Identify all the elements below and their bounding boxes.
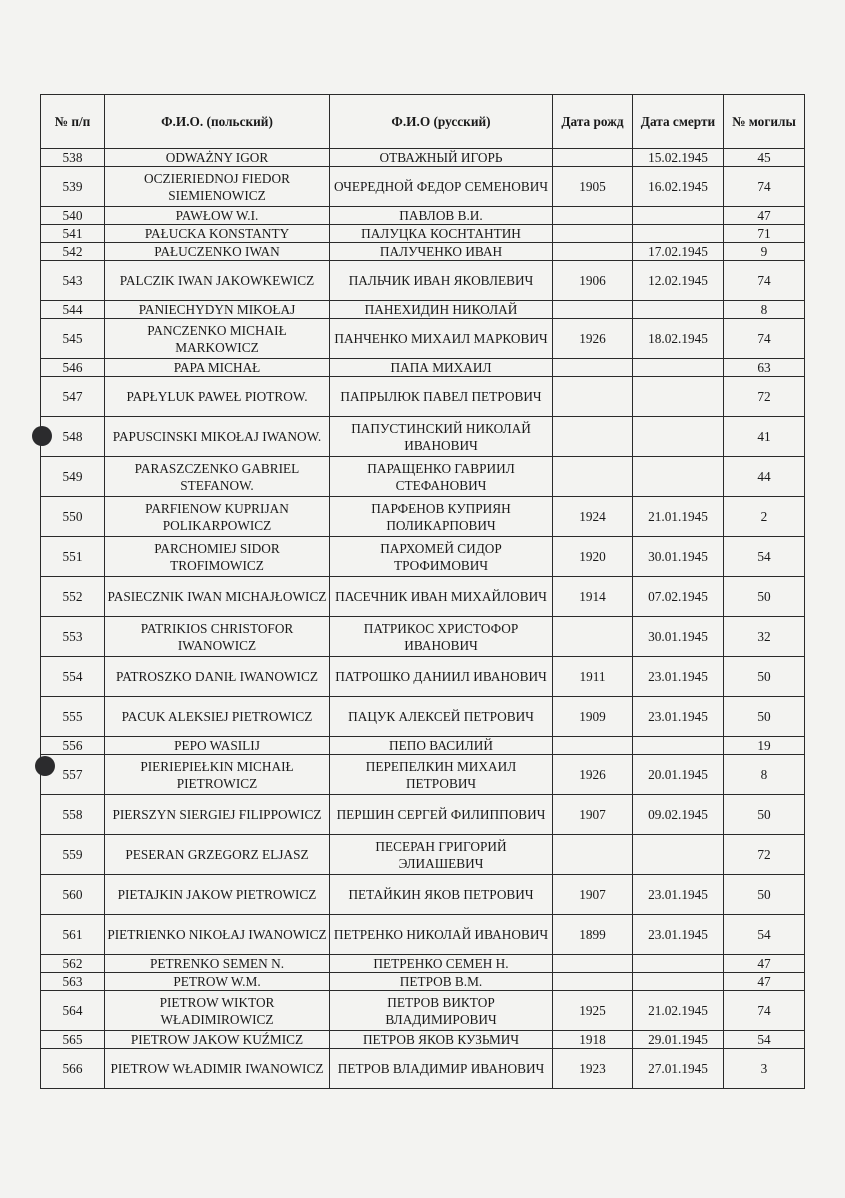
cell-grave-number: 74 bbox=[724, 261, 805, 301]
cell-grave-number: 50 bbox=[724, 657, 805, 697]
cell-grave-number: 74 bbox=[724, 167, 805, 207]
cell-row-number: 562 bbox=[41, 955, 105, 973]
table-row bbox=[41, 149, 805, 167]
cell-death-date bbox=[633, 457, 724, 497]
table-row bbox=[41, 697, 805, 737]
header-grave-number: № могилы bbox=[724, 95, 805, 149]
cell-name-polish: PATROSZKO DANIŁ IWANOWICZ bbox=[105, 657, 330, 697]
cell-death-date: 30.01.1945 bbox=[633, 537, 724, 577]
cell-row-number: 548 bbox=[41, 417, 105, 457]
cell-row-number: 564 bbox=[41, 991, 105, 1031]
cell-grave-number: 32 bbox=[724, 617, 805, 657]
cell-name-polish: PAPA MICHAŁ bbox=[105, 359, 330, 377]
cell-death-date: 17.02.1945 bbox=[633, 243, 724, 261]
cell-death-date: 23.01.1945 bbox=[633, 657, 724, 697]
cell-name-russian: ОЧЕРЕДНОЙ ФЕДОР СЕМЕНОВИЧ bbox=[330, 167, 553, 207]
cell-birth-date: 1906 bbox=[553, 261, 633, 301]
cell-grave-number: 41 bbox=[724, 417, 805, 457]
cell-birth-date bbox=[553, 417, 633, 457]
table-row bbox=[41, 755, 805, 795]
table-row bbox=[41, 359, 805, 377]
cell-row-number: 539 bbox=[41, 167, 105, 207]
cell-grave-number: 50 bbox=[724, 697, 805, 737]
cell-name-russian: ПЕТРОВ В.М. bbox=[330, 973, 553, 991]
table-row bbox=[41, 955, 805, 973]
cell-name-russian: ПАПУСТИНСКИЙ НИКОЛАЙ ИВАНОВИЧ bbox=[330, 417, 553, 457]
cell-row-number: 554 bbox=[41, 657, 105, 697]
header-birth-date: Дата рожд bbox=[553, 95, 633, 149]
cell-birth-date: 1926 bbox=[553, 319, 633, 359]
cell-name-russian: ПАСЕЧНИК ИВАН МИХАЙЛОВИЧ bbox=[330, 577, 553, 617]
cell-death-date: 27.01.1945 bbox=[633, 1049, 724, 1089]
cell-birth-date bbox=[553, 243, 633, 261]
cell-name-polish: PIERIEPIEŁKIN MICHAIŁ PIETROWICZ bbox=[105, 755, 330, 795]
cell-row-number: 552 bbox=[41, 577, 105, 617]
cell-row-number: 563 bbox=[41, 973, 105, 991]
burial-records-table bbox=[40, 94, 805, 1089]
cell-name-russian: ПАВЛОВ В.И. bbox=[330, 207, 553, 225]
cell-name-russian: ПАЛУЧЕНКО ИВАН bbox=[330, 243, 553, 261]
cell-name-russian: ПАНЧЕНКО МИХАИЛ МАРКОВИЧ bbox=[330, 319, 553, 359]
cell-name-polish: PALCZIK IWAN JAKOWKEWICZ bbox=[105, 261, 330, 301]
cell-death-date: 12.02.1945 bbox=[633, 261, 724, 301]
table-row bbox=[41, 243, 805, 261]
cell-name-russian: ПАЛЬЧИК ИВАН ЯКОВЛЕВИЧ bbox=[330, 261, 553, 301]
cell-birth-date: 1920 bbox=[553, 537, 633, 577]
cell-grave-number: 9 bbox=[724, 243, 805, 261]
cell-grave-number: 8 bbox=[724, 301, 805, 319]
cell-death-date: 09.02.1945 bbox=[633, 795, 724, 835]
table-row bbox=[41, 319, 805, 359]
cell-row-number: 557 bbox=[41, 755, 105, 795]
cell-name-russian: ПЕРШИН СЕРГЕЙ ФИЛИППОВИЧ bbox=[330, 795, 553, 835]
cell-birth-date: 1905 bbox=[553, 167, 633, 207]
punch-hole bbox=[35, 756, 55, 776]
cell-death-date bbox=[633, 955, 724, 973]
cell-name-polish: PAŁUCKA KONSTANTY bbox=[105, 225, 330, 243]
cell-death-date: 23.01.1945 bbox=[633, 915, 724, 955]
cell-birth-date: 1923 bbox=[553, 1049, 633, 1089]
table-row bbox=[41, 261, 805, 301]
cell-row-number: 545 bbox=[41, 319, 105, 359]
cell-birth-date bbox=[553, 377, 633, 417]
cell-birth-date: 1918 bbox=[553, 1031, 633, 1049]
table-row bbox=[41, 1031, 805, 1049]
table-row bbox=[41, 225, 805, 243]
cell-name-polish: PIERSZYN SIERGIEJ FILIPPOWICZ bbox=[105, 795, 330, 835]
cell-name-russian: ПЕПО ВАСИЛИЙ bbox=[330, 737, 553, 755]
cell-row-number: 565 bbox=[41, 1031, 105, 1049]
cell-grave-number: 2 bbox=[724, 497, 805, 537]
header-name-polish: Ф.И.О. (польский) bbox=[105, 95, 330, 149]
table-header-row bbox=[41, 95, 805, 149]
cell-death-date: 15.02.1945 bbox=[633, 149, 724, 167]
cell-name-polish: PIETROW WIKTOR WŁADIMIROWICZ bbox=[105, 991, 330, 1031]
cell-name-russian: ПЕТРОВ ВИКТОР ВЛАДИМИРОВИЧ bbox=[330, 991, 553, 1031]
cell-row-number: 550 bbox=[41, 497, 105, 537]
cell-name-polish: PASIECZNIK IWAN MICHAJŁOWICZ bbox=[105, 577, 330, 617]
cell-name-polish: PARFIENOW KUPRIJAN POLIKARPOWICZ bbox=[105, 497, 330, 537]
table-row bbox=[41, 497, 805, 537]
table-row bbox=[41, 991, 805, 1031]
cell-grave-number: 44 bbox=[724, 457, 805, 497]
cell-birth-date bbox=[553, 225, 633, 243]
table-row bbox=[41, 207, 805, 225]
cell-name-russian: ПЕТАЙКИН ЯКОВ ПЕТРОВИЧ bbox=[330, 875, 553, 915]
cell-death-date bbox=[633, 835, 724, 875]
cell-row-number: 544 bbox=[41, 301, 105, 319]
cell-grave-number: 54 bbox=[724, 537, 805, 577]
cell-name-russian: ПАРФЕНОВ КУПРИЯН ПОЛИКАРПОВИЧ bbox=[330, 497, 553, 537]
cell-name-polish: PIETROW WŁADIMIR IWANOWICZ bbox=[105, 1049, 330, 1089]
cell-row-number: 551 bbox=[41, 537, 105, 577]
table-row bbox=[41, 1049, 805, 1089]
cell-birth-date: 1914 bbox=[553, 577, 633, 617]
table-row bbox=[41, 915, 805, 955]
cell-death-date: 23.01.1945 bbox=[633, 697, 724, 737]
cell-death-date bbox=[633, 301, 724, 319]
cell-name-polish: PIETROW JAKOW KUŹMICZ bbox=[105, 1031, 330, 1049]
cell-row-number: 549 bbox=[41, 457, 105, 497]
cell-grave-number: 54 bbox=[724, 915, 805, 955]
table-row bbox=[41, 973, 805, 991]
cell-name-russian: ПАНЕХИДИН НИКОЛАЙ bbox=[330, 301, 553, 319]
cell-birth-date bbox=[553, 359, 633, 377]
table-row bbox=[41, 457, 805, 497]
cell-row-number: 541 bbox=[41, 225, 105, 243]
cell-name-russian: ПАПА МИХАИЛ bbox=[330, 359, 553, 377]
cell-grave-number: 54 bbox=[724, 1031, 805, 1049]
cell-death-date: 21.02.1945 bbox=[633, 991, 724, 1031]
cell-grave-number: 71 bbox=[724, 225, 805, 243]
table-row bbox=[41, 617, 805, 657]
punch-hole bbox=[32, 426, 52, 446]
cell-birth-date: 1907 bbox=[553, 875, 633, 915]
cell-row-number: 538 bbox=[41, 149, 105, 167]
table-row bbox=[41, 377, 805, 417]
table-row bbox=[41, 795, 805, 835]
cell-name-polish: OCZIERIEDNOJ FIEDOR SIEMIENOWICZ bbox=[105, 167, 330, 207]
cell-birth-date bbox=[553, 207, 633, 225]
cell-grave-number: 74 bbox=[724, 991, 805, 1031]
cell-death-date: 23.01.1945 bbox=[633, 875, 724, 915]
cell-death-date: 07.02.1945 bbox=[633, 577, 724, 617]
cell-row-number: 559 bbox=[41, 835, 105, 875]
table-row bbox=[41, 835, 805, 875]
cell-name-polish: PETROW W.M. bbox=[105, 973, 330, 991]
cell-grave-number: 47 bbox=[724, 207, 805, 225]
cell-birth-date: 1899 bbox=[553, 915, 633, 955]
cell-birth-date bbox=[553, 617, 633, 657]
cell-birth-date: 1926 bbox=[553, 755, 633, 795]
cell-grave-number: 74 bbox=[724, 319, 805, 359]
cell-row-number: 553 bbox=[41, 617, 105, 657]
cell-name-russian: ПАРХОМЕЙ СИДОР ТРОФИМОВИЧ bbox=[330, 537, 553, 577]
cell-name-russian: ПАЦУК АЛЕКСЕЙ ПЕТРОВИЧ bbox=[330, 697, 553, 737]
cell-name-polish: PARCHOMIEJ SIDOR TROFIMOWICZ bbox=[105, 537, 330, 577]
table-row bbox=[41, 875, 805, 915]
table-row bbox=[41, 167, 805, 207]
cell-grave-number: 47 bbox=[724, 955, 805, 973]
cell-grave-number: 72 bbox=[724, 377, 805, 417]
cell-birth-date bbox=[553, 835, 633, 875]
cell-grave-number: 72 bbox=[724, 835, 805, 875]
cell-death-date: 18.02.1945 bbox=[633, 319, 724, 359]
table-row bbox=[41, 417, 805, 457]
cell-grave-number: 63 bbox=[724, 359, 805, 377]
table-row bbox=[41, 737, 805, 755]
cell-name-polish: PAŁUCZENKO IWAN bbox=[105, 243, 330, 261]
table-row bbox=[41, 301, 805, 319]
cell-name-polish: PAPUSCINSKI MIKOŁAJ IWANOW. bbox=[105, 417, 330, 457]
cell-birth-date: 1907 bbox=[553, 795, 633, 835]
cell-name-russian: ПЕТРЕНКО СЕМЕН Н. bbox=[330, 955, 553, 973]
cell-row-number: 560 bbox=[41, 875, 105, 915]
cell-row-number: 561 bbox=[41, 915, 105, 955]
table-row bbox=[41, 657, 805, 697]
cell-row-number: 543 bbox=[41, 261, 105, 301]
cell-name-russian: ПАТРИКОС ХРИСТОФОР ИВАНОВИЧ bbox=[330, 617, 553, 657]
cell-row-number: 556 bbox=[41, 737, 105, 755]
cell-row-number: 558 bbox=[41, 795, 105, 835]
table-body bbox=[41, 149, 805, 1089]
cell-birth-date: 1909 bbox=[553, 697, 633, 737]
header-num: № п/п bbox=[41, 95, 105, 149]
cell-death-date bbox=[633, 225, 724, 243]
cell-death-date bbox=[633, 417, 724, 457]
cell-grave-number: 3 bbox=[724, 1049, 805, 1089]
cell-birth-date bbox=[553, 955, 633, 973]
cell-name-russian: ПЕСЕРАН ГРИГОРИЙ ЭЛИАШЕВИЧ bbox=[330, 835, 553, 875]
cell-name-russian: ПЕТРОВ ЯКОВ КУЗЬМИЧ bbox=[330, 1031, 553, 1049]
cell-death-date bbox=[633, 737, 724, 755]
cell-name-russian: ПЕТРЕНКО НИКОЛАЙ ИВАНОВИЧ bbox=[330, 915, 553, 955]
cell-row-number: 542 bbox=[41, 243, 105, 261]
cell-name-russian: ПАЛУЦКА КОСНТАНТИН bbox=[330, 225, 553, 243]
cell-row-number: 566 bbox=[41, 1049, 105, 1089]
cell-death-date: 29.01.1945 bbox=[633, 1031, 724, 1049]
cell-name-polish: PEPO WASILIJ bbox=[105, 737, 330, 755]
cell-birth-date bbox=[553, 973, 633, 991]
cell-grave-number: 50 bbox=[724, 795, 805, 835]
cell-name-russian: ПАРАЩЕНКО ГАВРИИЛ СТЕФАНОВИЧ bbox=[330, 457, 553, 497]
table-row bbox=[41, 537, 805, 577]
cell-row-number: 555 bbox=[41, 697, 105, 737]
cell-row-number: 547 bbox=[41, 377, 105, 417]
cell-name-russian: ОТВАЖНЫЙ ИГОРЬ bbox=[330, 149, 553, 167]
cell-birth-date bbox=[553, 457, 633, 497]
cell-name-polish: PAWŁOW W.I. bbox=[105, 207, 330, 225]
cell-death-date bbox=[633, 377, 724, 417]
cell-birth-date bbox=[553, 149, 633, 167]
cell-birth-date bbox=[553, 301, 633, 319]
cell-name-polish: PANCZENKO MICHAIŁ MARKOWICZ bbox=[105, 319, 330, 359]
cell-grave-number: 45 bbox=[724, 149, 805, 167]
cell-name-polish: ODWAŻNY IGOR bbox=[105, 149, 330, 167]
cell-row-number: 540 bbox=[41, 207, 105, 225]
cell-grave-number: 50 bbox=[724, 875, 805, 915]
cell-name-polish: PACUK ALEKSIEJ PIETROWICZ bbox=[105, 697, 330, 737]
cell-name-polish: PANIECHYDYN MIKOŁAJ bbox=[105, 301, 330, 319]
cell-death-date bbox=[633, 973, 724, 991]
cell-death-date: 16.02.1945 bbox=[633, 167, 724, 207]
cell-birth-date: 1925 bbox=[553, 991, 633, 1031]
cell-name-russian: ПЕРЕПЕЛКИН МИХАИЛ ПЕТРОВИЧ bbox=[330, 755, 553, 795]
cell-name-polish: PIETAJKIN JAKOW PIETROWICZ bbox=[105, 875, 330, 915]
cell-birth-date: 1911 bbox=[553, 657, 633, 697]
header-name-russian: Ф.И.О (русский) bbox=[330, 95, 553, 149]
cell-death-date bbox=[633, 359, 724, 377]
cell-death-date: 20.01.1945 bbox=[633, 755, 724, 795]
cell-name-russian: ПАТРОШКО ДАНИИЛ ИВАНОВИЧ bbox=[330, 657, 553, 697]
cell-name-russian: ПАПРЫЛЮК ПАВЕЛ ПЕТРОВИЧ bbox=[330, 377, 553, 417]
cell-name-polish: PESERAN GRZEGORZ ELJASZ bbox=[105, 835, 330, 875]
cell-grave-number: 8 bbox=[724, 755, 805, 795]
header-death-date: Дата смерти bbox=[633, 95, 724, 149]
cell-death-date bbox=[633, 207, 724, 225]
cell-name-russian: ПЕТРОВ ВЛАДИМИР ИВАНОВИЧ bbox=[330, 1049, 553, 1089]
cell-birth-date bbox=[553, 737, 633, 755]
cell-grave-number: 19 bbox=[724, 737, 805, 755]
cell-grave-number: 50 bbox=[724, 577, 805, 617]
cell-death-date: 30.01.1945 bbox=[633, 617, 724, 657]
cell-name-polish: PATRIKIOS CHRISTOFOR IWANOWICZ bbox=[105, 617, 330, 657]
cell-name-polish: PARASZCZENKO GABRIEL STEFANOW. bbox=[105, 457, 330, 497]
cell-name-polish: PAPŁYLUK PAWEŁ PIOTROW. bbox=[105, 377, 330, 417]
cell-name-polish: PIETRIENKO NIKOŁAJ IWANOWICZ bbox=[105, 915, 330, 955]
cell-death-date: 21.01.1945 bbox=[633, 497, 724, 537]
cell-birth-date: 1924 bbox=[553, 497, 633, 537]
table-row bbox=[41, 577, 805, 617]
cell-row-number: 546 bbox=[41, 359, 105, 377]
cell-grave-number: 47 bbox=[724, 973, 805, 991]
cell-name-polish: PETRENKO SEMEN N. bbox=[105, 955, 330, 973]
